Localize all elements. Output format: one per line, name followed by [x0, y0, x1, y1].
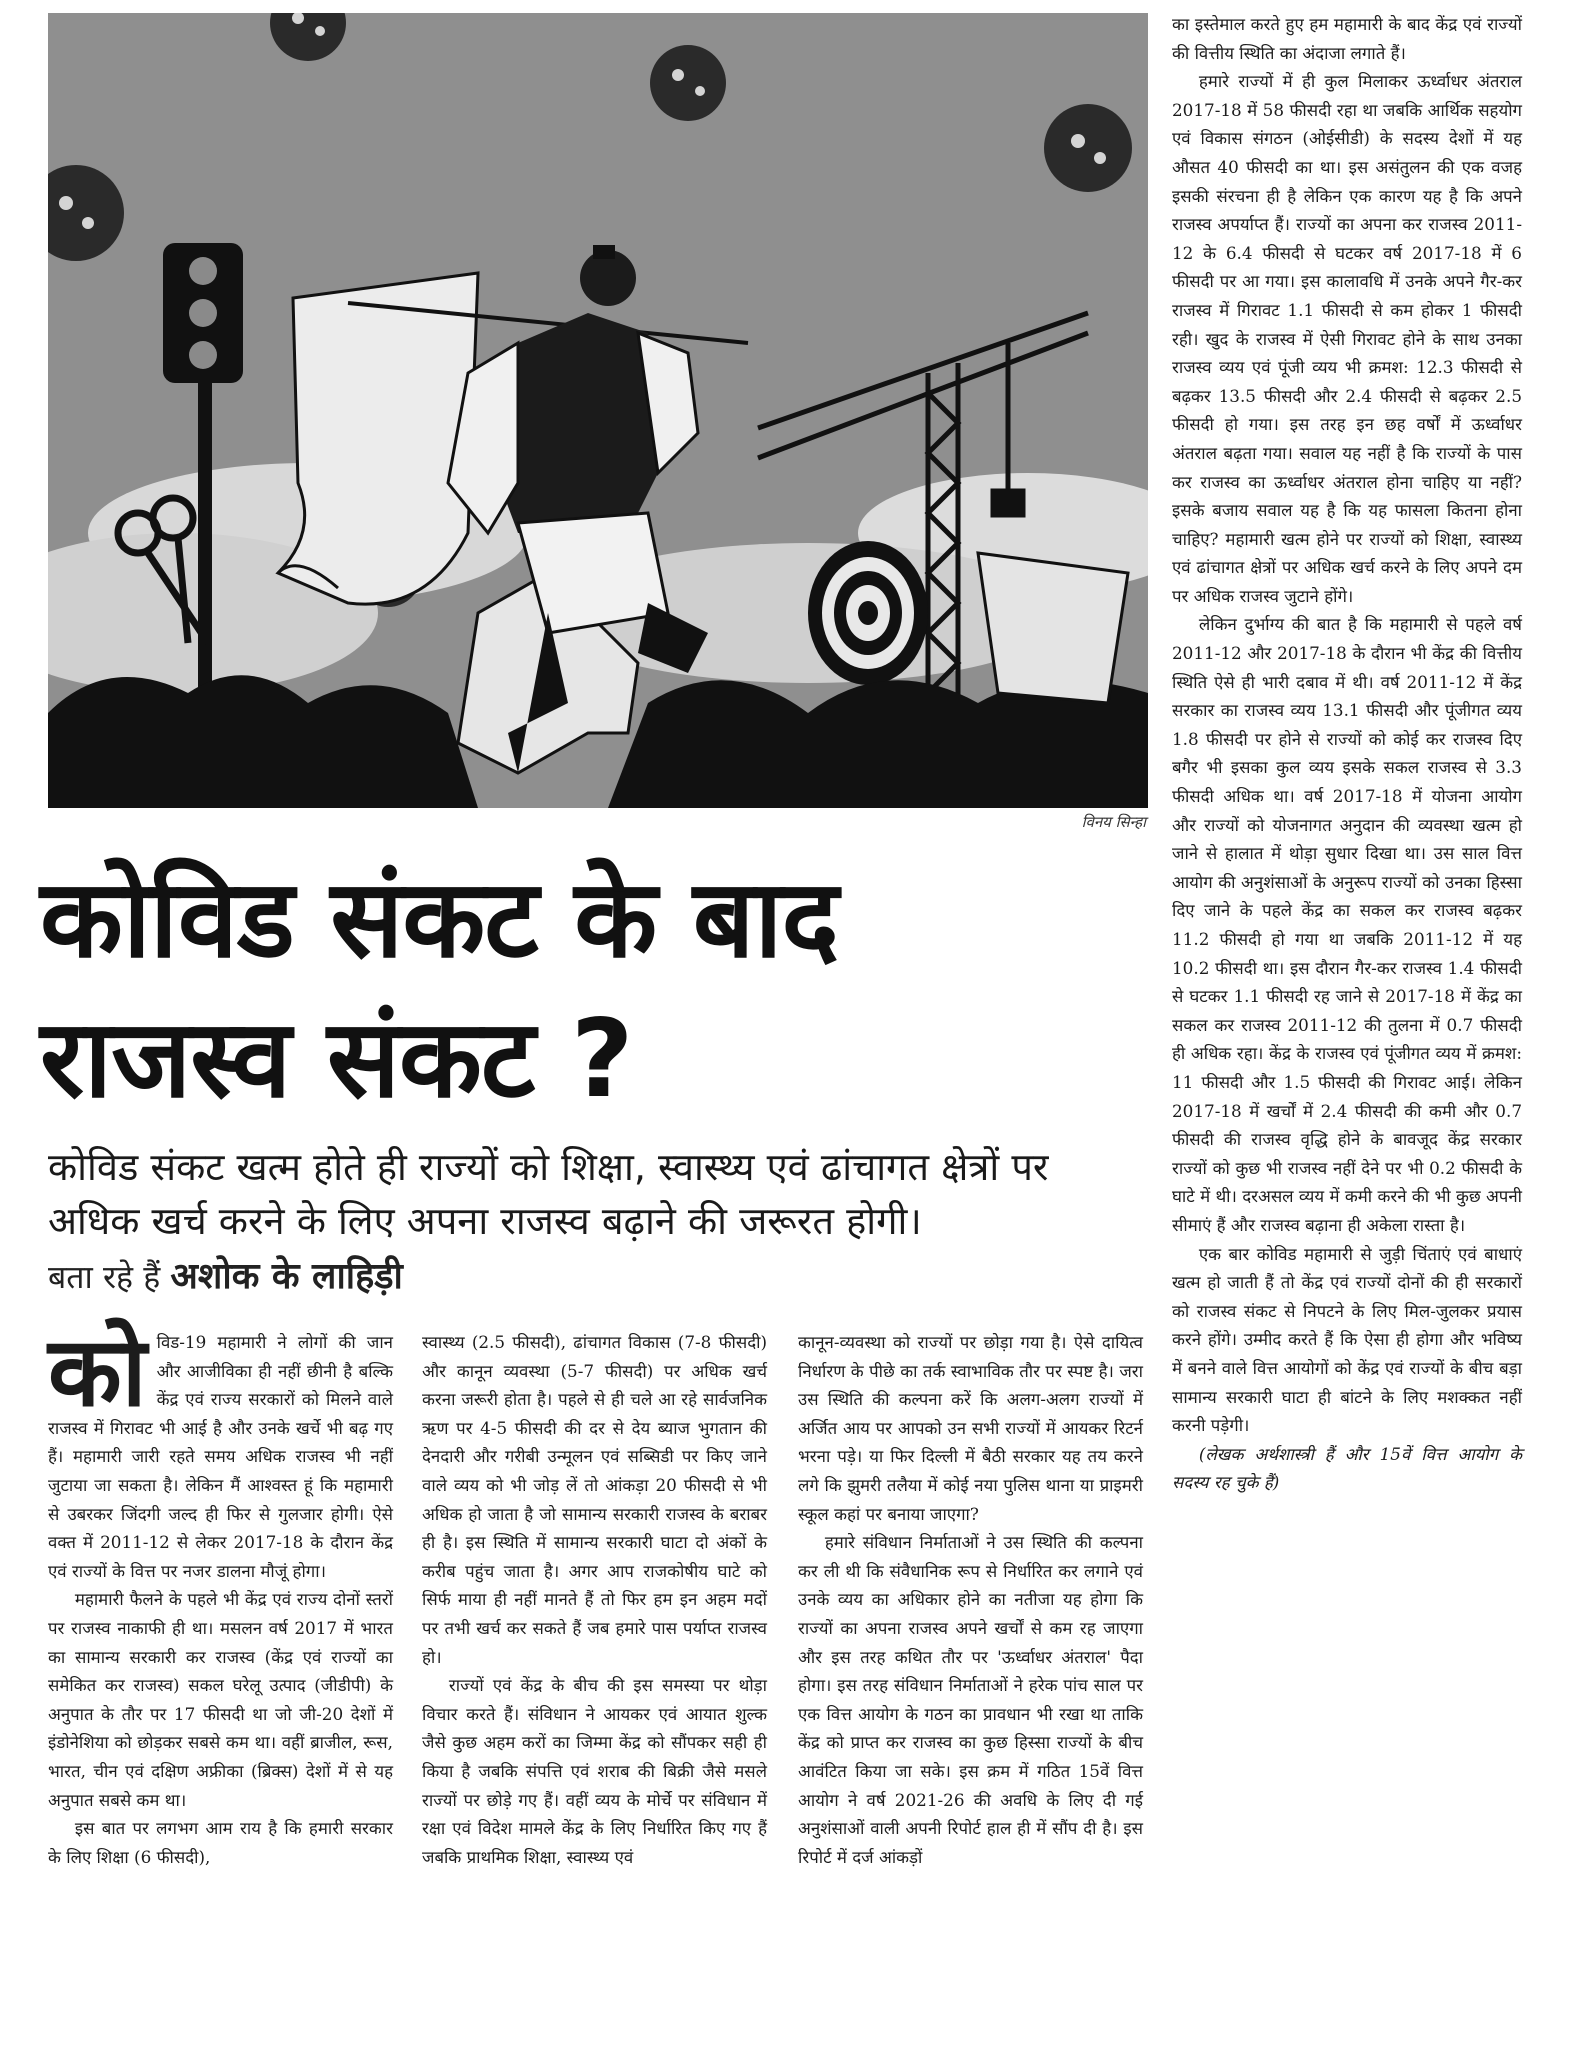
paragraph: इस बात पर लगभग आम राय है कि हमारी सरकार के लिए शिक्षा (6 फीसदी),	[48, 1818, 393, 1867]
target-icon	[808, 541, 928, 685]
paragraph: कानून-व्यवस्था को राज्यों पर छोड़ा गया है। ऐसे दायित्व निर्धारण के पीछे का तर्क स्वाभाविक तौर पर स्पष्ट है। जरा उस स्थिति की कल्पना करें कि अलग-अलग राज्यों में अर्जित आय पर आपको उन सभी राज्यों में आयकर रिटर्न भरना पड़े। या फिर दिल्ली में बैठी सरकार यह तय करने लगे कि झुमरी तलैया में कोई नया पुलिस थाना या प्राइमरी स्कूल कहां पर बनाया जाएगा?	[798, 1332, 1143, 1524]
headline	[40, 850, 1150, 1130]
byline	[48, 1250, 403, 1299]
article-column-1	[48, 1316, 393, 1871]
illustration-credit: विनय सिन्हा	[1081, 813, 1146, 831]
article-column-2	[422, 1328, 767, 1871]
paragraph: का इस्तेमाल करते हुए हम महामारी के बाद केंद्र एवं राज्यों की वित्तीय स्थिति का अंदाजा लगाते हैं।	[1172, 14, 1522, 63]
paragraph: एक बार कोविड महामारी से जुड़ी चिंताएं एवं बाधाएं खत्म हो जाती हैं तो केंद्र एवं राज्यों दोनों की ही सरकारों को राजस्व संकट से निपटने के लिए मिल-जुलकर प्रयास करने होंगे। उम्मीद करते हैं कि ऐसा ही होगा और भविष्य में बनने वाले वित्त आयोगों को केंद्र एवं राज्यों के बीच बड़ा सामान्य सरकारी घाटा ही बांटने के लिए मशक्कत नहीं करनी पड़ेगी।	[1172, 1243, 1522, 1436]
deck-subheading: कोविड संकट खत्म होते ही राज्यों को शिक्षा, स्वास्थ्य एवं ढांचागत क्षेत्रों पर अधिक खर्च करने के लिए अपना राजस्व बढ़ाने की जरूरत होगी।	[48, 1145, 1049, 1243]
article-illustration	[48, 13, 1148, 808]
paragraph: हमारे संविधान निर्माताओं ने उस स्थिति की कल्पना कर ली थी कि संवैधानिक रूप से निर्धारित कर लगाने एवं उनके व्यय का अधिकार होने का नतीजा यह होगा कि राज्यों का अपना राजस्व अपने खर्चों से कम रह जाएगा और इस तरह कथित तौर पर 'ऊर्ध्वाधर अंतराल' पैदा होगा। इस तरह संविधान निर्माताओं ने हरेक पांच साल पर एक वित्त आयोग के गठन का प्रावधान भी रखा था ताकि केंद्र को प्राप्त कर राजस्व का कुछ हिस्सा राज्यों के बीच आवंटित किया जा सके। इस क्रम में गठित 15वें वित्त आयोग ने वर्ष 2021-26 की अवधि के लिए दी गई अनुशंसाओं वाली अपनी रिपोर्ट हाल ही में सौंप दी है। इस रिपोर्ट में दर्ज आंकड़ों	[798, 1532, 1143, 1867]
illustration-art	[48, 13, 1148, 808]
paragraph: राज्यों एवं केंद्र के बीच की इस समस्या पर थोड़ा विचार करते हैं। संविधान ने आयकर एवं आयात शुल्क जैसे कुछ अहम करों का जिम्मा केंद्र को सौंपकर सही ही किया है जबकि संपत्ति एवं शराब की बिक्री जैसे मसले राज्यों पर छोड़े गए हैं। वहीं व्यय के मोर्चे पर संविधान में रक्षा एवं विदेश मामले केंद्र के लिए निर्धारित किए गए हैं जबकि प्राथमिक शिक्षा, स्वास्थ्य एवं	[422, 1675, 767, 1867]
headline-line-1: कोविड संकट के बाद	[40, 857, 838, 982]
paragraph: लेकिन दुर्भाग्य की बात है कि महामारी से पहले वर्ष 2011-12 और 2017-18 के दौरान भी केंद्र की वित्तीय स्थिति ऐसे ही भारी दबाव में थी। वर्ष 2011-12 में केंद्र सरकार का राजस्व व्यय 13.1 फीसदी और पूंजीगत व्यय 1.8 फीसदी पर होने से राज्यों को कोई कर राजस्व दिए बगैर भी इसका कुल व्यय इसके सकल राजस्व से 3.3 फीसदी अधिक था। वर्ष 2017-18 में योजना आयोग और राज्यों को योजनागत अनुदान की व्यवस्था खत्म हो जाने से हालात में थोड़ा सुधार दिखा था। उस साल वित्त आयोग की अनुशंसाओं के अनुरूप राज्यों को उनका हिस्सा दिए जाने के पहले केंद्र का सकल कर राजस्व बढ़कर 11.2 फीसदी हो गया था जबकि 2011-12 में यह 10.2 फीसदी था। इस दौरान गैर-कर राजस्व 1.4 फीसदी से घटकर 1.1 फीसदी रह जाने से 2017-18 में केंद्र का सकल कर राजस्व 2011-12 की तुलना में 0.7 फीसदी ही अधिक रहा। केंद्र के राजस्व एवं पूंजीगत व्यय में क्रमश: 11 फीसदी और 1.5 फीसदी की गिरावट आई। लेकिन 2017-18 में खर्चों में 2.4 फीसदी की कमी और 0.7 फीसदी की राजस्व वृद्धि होने के बावजूद केंद्र सरकार राज्यों को कुछ भी राजस्व नहीं देने पर भी 0.2 फीसदी के घाटे में थी। दरअसल व्यय में कमी करने की भी कुछ अपनी सीमाएं हैं और राजस्व बढ़ाना ही अकेला रास्ता है।	[1172, 614, 1522, 1235]
paragraph: महामारी फैलने के पहले भी केंद्र एवं राज्य दोनों स्तरों पर राजस्व नाकाफी ही था। मसलन वर्ष 2017 में भारत का सामान्य सरकारी कर राजस्व (केंद्र एवं राज्यों का समेकित कर राजस्व) सकल घरेलू उत्पाद (जीडीपी) के अनुपात के तौर पर 17 फीसदी था जो जी-20 देशों में इंडोनेशिया को छोड़कर सबसे कम था। वहीं ब्राजील, रूस, भारत, चीन एवं दक्षिण अफ्रीका (ब्रिक्स) देशों में से यह अनुपात सबसे कम था।	[48, 1589, 393, 1810]
banner-scroll-icon	[278, 273, 478, 604]
byline-author: अशोक के लाहिड़ी	[170, 1256, 403, 1297]
paragraph: कोविड-19 महामारी ने लोगों की जान और आजीविका ही नहीं छीनी है बल्कि केंद्र एवं राज्य सरकारों को मिलने वाले राजस्व में गिरावट भी आई है और उनके खर्चे भी बढ़ गए हैं। महामारी जारी रहते समय अधिक राजस्व भी नहीं जुटाया जा सकता है। लेकिन मैं आश्वस्त हूं कि महामारी से उबरकर जिंदगी जल्द ही फिर से गुलजार होगी। ऐसे वक्त में 2011-12 से लेकर 2017-18 के दौरान केंद्र एवं राज्यों के वित्त पर नजर डालना मौजूं होगा।	[48, 1316, 393, 1581]
article-column-4	[1172, 10, 1522, 1497]
article-column-3	[798, 1328, 1143, 1871]
headline-line-2: राजस्व संकट ?	[40, 997, 633, 1122]
author-note: (लेखक अर्थशास्त्री हैं और 15वें वित्त आयोग के सदस्य रह चुके हैं)	[1172, 1443, 1522, 1493]
byline-prefix: बता रहे हैं	[48, 1258, 161, 1296]
paragraph: स्वास्थ्य (2.5 फीसदी), ढांचागत विकास (7-8 फीसदी) और कानून व्यवस्था (5-7 फीसदी) पर अधिक खर्च करना जरूरी होता है। पहले से ही चले आ रहे सार्वजनिक ऋण पर 4-5 फीसदी की दर से देय ब्याज भुगतान की देनदारी और गरीबी उन्मूलन एवं सब्सिडी पर किए जाने वाले व्यय को भी जोड़ लें तो आंकड़ा 20 फीसदी से भी अधिक हो जाता है जो सामान्य सरकारी राजस्व के बराबर ही है। इस स्थिति में सामान्य सरकारी घाटा दो अंकों के करीब पहुंच जाता है। अगर आप राजकोषीय घाटे को सिर्फ माया ही नहीं मानते हैं तो फिर हम इन अहम मदों पर तभी खर्च कर सकते हैं जब हमारे पास पर्याप्त राजस्व हो।	[422, 1332, 767, 1667]
dropcap: को	[48, 1316, 147, 1428]
paragraph: हमारे राज्यों में ही कुल मिलाकर ऊर्ध्वाधर अंतराल 2017-18 में 58 फीसदी रहा था जबकि आर्थिक सहयोग एवं विकास संगठन (ओईसीडी) के सदस्य देशों में यह औसत 40 फीसदी का था। इस असंतुलन की एक वजह इसकी संरचना ही है लेकिन एक कारण यह है कि अपने राजस्व अपर्याप्त हैं। राज्यों का अपना कर राजस्व 2011-12 के 6.4 फीसदी से घटकर वर्ष 2017-18 में 6 फीसदी पर आ गया। इस कालावधि में उनके अपने गैर-कर राजस्व में गिरावट 1.1 फीसदी से कम होकर 1 फीसदी रही। खुद के राजस्व में ऐसी गिरावट होने के साथ उनका राजस्व व्यय एवं पूंजी व्यय भी क्रमश: 12.3 फीसदी से बढ़कर 13.5 फीसदी और 2.4 फीसदी से बढ़कर 2.5 फीसदी हो गया। इस तरह इन छह वर्षों में ऊर्ध्वाधर अंतराल बढ़ता गया। सवाल यह नहीं है कि राज्यों के पास कर राजस्व का ऊर्ध्वाधर अंतराल होना चाहिए या नहीं? इसके बजाय सवाल यह है कि यह फासला कितना होना चाहिए? महामारी खत्म होने पर राज्यों को शिक्षा, स्वास्थ्य एवं ढांचागत क्षेत्रों पर अधिक खर्च करने के लिए अपने दम पर अधिक राजस्व जुटाने होंगे।	[1172, 71, 1522, 606]
